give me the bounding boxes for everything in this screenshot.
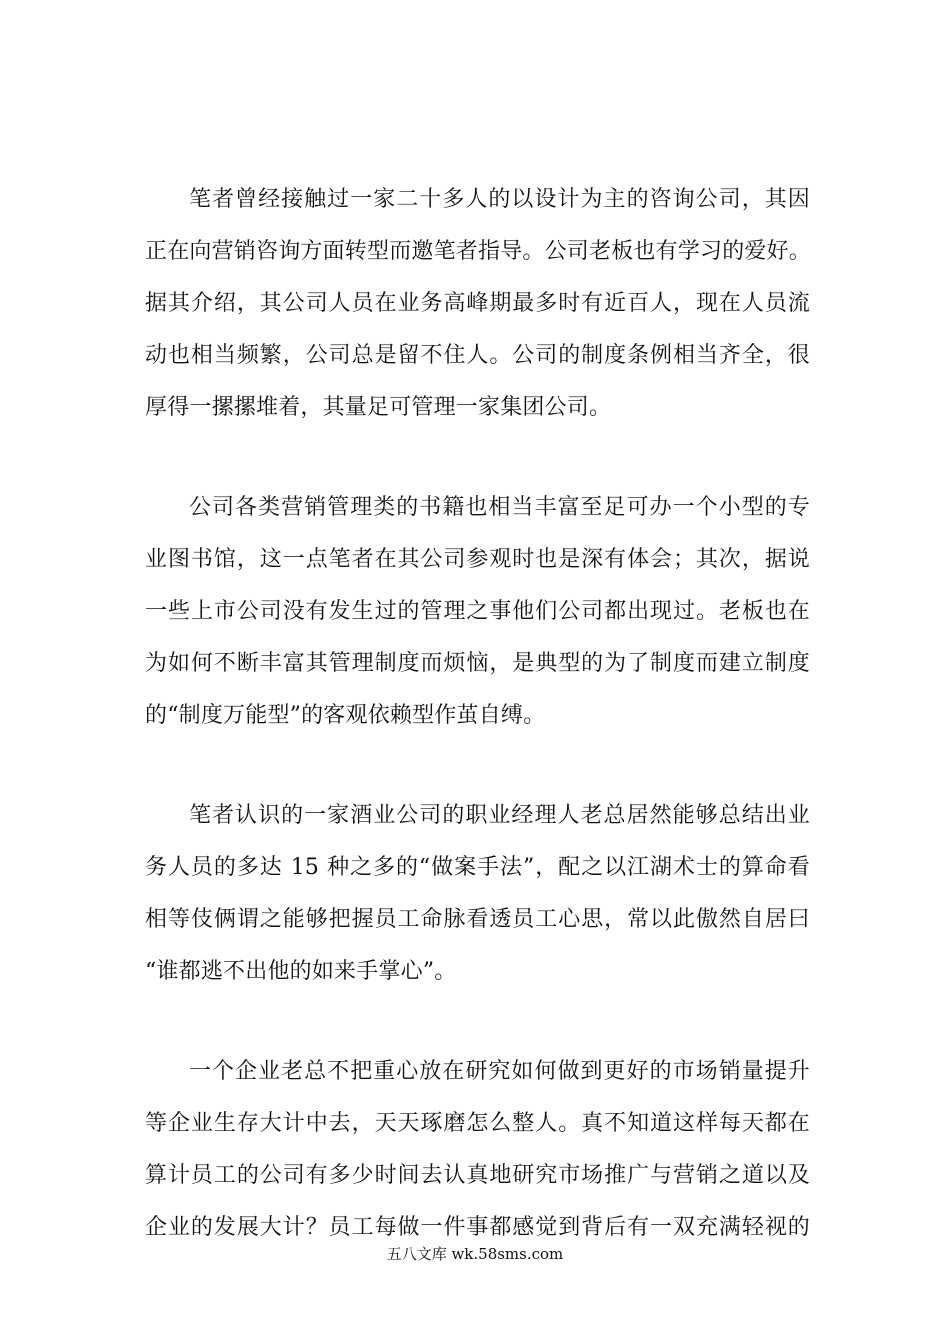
paragraph-1 — [145, 178, 810, 438]
paragraph-line: 一些上市公司没有发生过的管理之事他们公司都出现过。老板也在 — [145, 599, 810, 624]
paragraph-3 — [145, 794, 810, 1002]
paragraph-line: 公司各类营销管理类的书籍也相当丰富至足可办一个小型的专 — [189, 495, 810, 520]
paragraph-4 — [145, 1050, 810, 1258]
paragraph-line: 笔者曾经接触过一家二十多人的以设计为主的咨询公司，其因 — [189, 187, 810, 212]
paragraph-line: 厚得一摞摞堆着，其量足可管理一家集团公司。 — [145, 395, 612, 420]
paragraph-line: 企业的发展大计？员工每做一件事都感觉到背后有一双充满轻视的 — [145, 1215, 810, 1240]
paragraph-line: 笔者认识的一家酒业公司的职业经理人老总居然能够总结出业 — [189, 803, 810, 828]
paragraph-2 — [145, 486, 810, 746]
paragraph-line: 的“制度万能型”的客观依赖型作茧自缚。 — [145, 703, 546, 728]
paragraph-line: 正在向营销咨询方面转型而邀笔者指导。公司老板也有学习的爱好。 — [145, 239, 812, 264]
page-footer: 五八文库 wk.58sms.com — [386, 1245, 564, 1263]
document-body — [145, 178, 810, 1306]
paragraph-line: 一个企业老总不把重心放在研究如何做到更好的市场销量提升 — [189, 1059, 810, 1084]
paragraph-line: 业图书馆，这一点笔者在其公司参观时也是深有体会；其次，据说 — [145, 547, 810, 572]
paragraph-line: 相等伎俩谓之能够把握员工命脉看透员工心思，常以此傲然自居曰 — [145, 907, 810, 932]
paragraph-line: 据其介绍，其公司人员在业务高峰期最多时有近百人，现在人员流 — [145, 291, 810, 316]
paragraph-line: 算计员工的公司有多少时间去认真地研究市场推广与营销之道以及 — [145, 1163, 810, 1188]
paragraph-line: 为如何不断丰富其管理制度而烦恼，是典型的为了制度而建立制度 — [145, 651, 810, 676]
paragraph-line: 等企业生存大计中去，天天琢磨怎么整人。真不知道这样每天都在 — [145, 1111, 810, 1136]
paragraph-line: 动也相当频繁，公司总是留不住人。公司的制度条例相当齐全，很 — [145, 343, 810, 368]
paragraph-line: “谁都逃不出他的如来手掌心”。 — [145, 959, 457, 984]
paragraph-line: 务人员的多达 15 种之多的“做案手法”，配之以江湖术士的算命看 — [145, 855, 810, 880]
